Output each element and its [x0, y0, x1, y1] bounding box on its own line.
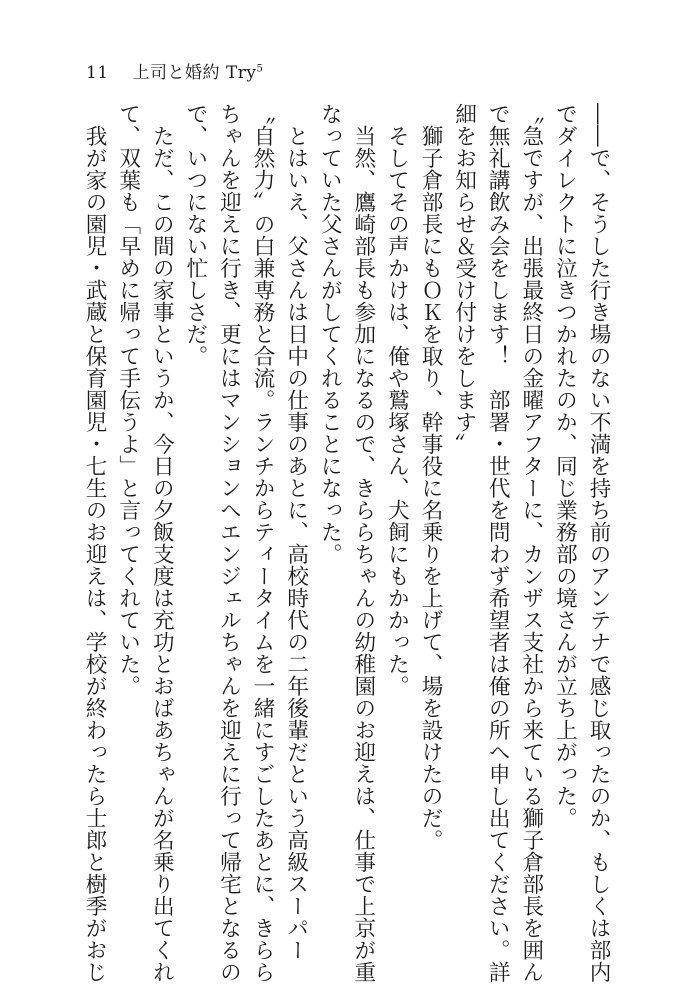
page-number: 11	[86, 63, 109, 83]
book-title-text: 上司と婚約 Try	[132, 63, 257, 83]
paragraph: そしてその声かけは、俺や鷲塚さん、犬飼にもかかった。	[384, 103, 410, 697]
paragraph: 〝急ですが、出張最終日の金曜アフターに、カンザス支社から来ている獅子倉部長を囲んで無礼講飲み会をします！ 部署・世代を問わず希望者は俺の所へ申し出てください。詳細をお知らせ＆受け付けをします〟	[451, 103, 544, 983]
paragraph: ただ、この間の家事というか、今日の夕飯支度は充功とおばあちゃんが名乗り出てくれて、双葉も「早めに帰って手伝うよ」と言ってくれていた。	[115, 103, 175, 983]
book-title	[133, 63, 264, 83]
paragraph: 我が家の園児・武蔵と保育園児・七生のお迎えは、学校が終わったら士郎と樹季がおじ	[82, 103, 108, 983]
vertical-body-text	[75, 103, 615, 983]
running-header	[86, 58, 263, 83]
book-title-superscript: 5	[256, 63, 264, 75]
paragraph: 当然、鷹崎部長も参加になるので、きららちゃんの幼稚園のお迎えは、仕事で上京が重なっていた父さんがしてくれることになった。	[317, 103, 376, 983]
paragraph: 獅子倉部長にもＯＫを取り、幹事役に名乗りを上げて、場を設けたのだ。	[418, 103, 444, 851]
paragraph: ――で、そうした行き場のない不満を持ち前のアンテナで感じ取ったのか、もしくは部内でダイレクトに泣きつかれたのか、同じ業務部の境さんが立ち上がった。	[552, 103, 611, 983]
paragraph: とはいえ、父さんは日中の仕事のあとに、高校時代の二年後輩だという高級スーパー〝自然力〟の白兼専務と合流。ランチからティータイムを一緒にすごしたあとに、きららちゃんを迎えに行き、更にはマンションへエンジェルちゃんを迎えに行って帰宅となるので、いつにない忙しさだ。	[182, 103, 309, 983]
